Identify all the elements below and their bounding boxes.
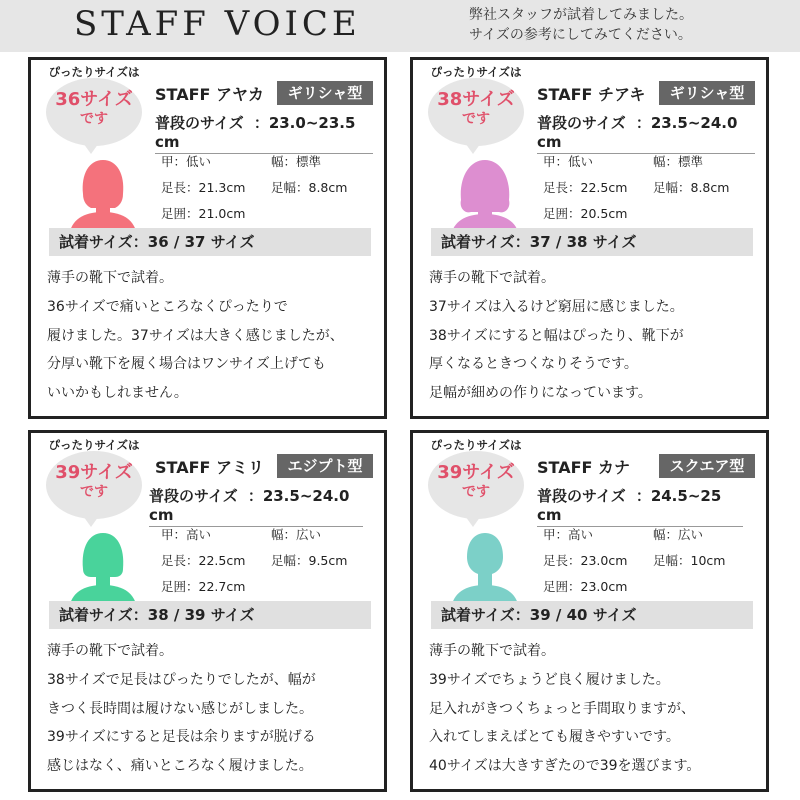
fit-size: 38サイズ	[437, 89, 515, 110]
comment-line: 分厚い靴下を履く場合はワンサイズ上げても	[47, 356, 326, 373]
staff-card-chiaki	[410, 57, 769, 419]
comment-line: 薄手の靴下で試着。	[429, 643, 555, 659]
usual-size-row	[149, 485, 363, 527]
fit-desu: です	[462, 111, 490, 127]
fit-size: 39サイズ	[55, 462, 133, 483]
woman-short-hair-silhouette-icon	[451, 527, 519, 609]
comment-text	[47, 264, 385, 408]
bubble-tail	[463, 513, 483, 527]
comment-line: 薄手の靴下で試着。	[429, 270, 555, 286]
comment-line: 40サイズは大きすぎたので39を選びます。	[429, 758, 701, 775]
tried-size-bar: 試着サイズ：37 / 38 サイズ	[431, 228, 753, 256]
foot-length-value: 足長：21.3cm	[161, 180, 246, 195]
woman-wavy-hair-silhouette-icon	[451, 154, 519, 236]
bubble-tail	[81, 513, 101, 527]
staff-name: STAFF アヤカ	[155, 85, 265, 104]
comment-text	[429, 637, 767, 781]
usual-size-label: 普段のサイズ	[537, 114, 626, 132]
comment-line: きつく長時間は履けない感じがしました。	[47, 700, 313, 717]
foot-girth-value: 足囲：23.0cm	[543, 579, 628, 594]
foot-type-badge: エジプト型	[277, 454, 373, 478]
usual-size-row	[537, 485, 743, 527]
foot-width-value: 足幅：8.8cm	[653, 180, 730, 195]
fit-desu: です	[462, 484, 490, 500]
comment-line: 39サイズでちょうど良く履けました。	[429, 671, 670, 688]
fit-size: 39サイズ	[437, 462, 515, 483]
instep-value: 甲：低い	[161, 154, 212, 169]
staff-card-kana	[410, 430, 769, 792]
comment-line: 足入れがきつくちょっと手間取りますが、	[429, 700, 695, 717]
staff-card-ayaka	[28, 57, 387, 419]
fit-desu: です	[80, 111, 108, 127]
header-note-line: 弊社スタッフが試着してみました。	[469, 7, 693, 23]
foot-girth-value: 足囲：20.5cm	[543, 206, 628, 221]
comment-line: 37サイズは入るけど窮屈に感じました。	[429, 298, 684, 315]
width-value: 幅：広い	[653, 527, 704, 542]
usual-size-value: ：23.0~23.5 cm	[155, 114, 356, 151]
usual-size-row	[155, 112, 373, 154]
staff-name: STAFF チアキ	[537, 85, 646, 104]
comment-line: 38サイズにすると幅はぴったり、靴下が	[429, 327, 684, 344]
comment-line: 足幅が細めの作りになっています。	[429, 385, 652, 402]
foot-width-value: 足幅：10cm	[653, 553, 726, 568]
comment-line: 38サイズで足長はぴったりでしたが、幅が	[47, 671, 316, 688]
usual-size-value: ：23.5~24.0 cm	[537, 114, 738, 151]
comment-line: 感じはなく、痛いところなく履けました。	[47, 758, 313, 775]
fit-label: ぴったりサイズは	[430, 65, 522, 79]
foot-type-badge: ギリシャ型	[659, 81, 755, 105]
bubble-tail	[463, 140, 483, 154]
instep-value: 甲：高い	[543, 527, 594, 542]
comment-line: 薄手の靴下で試着。	[47, 270, 173, 286]
fit-desu: です	[80, 484, 108, 500]
page-title: STAFF VOICE	[74, 4, 361, 44]
fit-size: 36サイズ	[55, 89, 133, 110]
header-note	[469, 5, 693, 45]
instep-value: 甲：低い	[543, 154, 594, 169]
staff-card-amiri	[28, 430, 387, 792]
header-note-line: サイズの参考にしてみてください。	[469, 27, 692, 43]
fit-label: ぴったりサイズは	[48, 438, 140, 452]
foot-length-value: 足長：22.5cm	[543, 180, 628, 195]
bubble-tail	[81, 140, 101, 154]
comment-text	[47, 637, 385, 781]
fit-label: ぴったりサイズは	[48, 65, 140, 79]
tried-size-bar: 試着サイズ：39 / 40 サイズ	[431, 601, 753, 629]
foot-length-value: 足長：23.0cm	[543, 553, 628, 568]
usual-size-row	[537, 112, 755, 154]
staff-name: STAFF アミリ	[155, 458, 265, 477]
usual-size-label: 普段のサイズ	[149, 487, 238, 505]
comment-line: 履けました。37サイズは大きく感じましたが、	[47, 327, 344, 344]
width-value: 幅：広い	[271, 527, 322, 542]
foot-width-value: 足幅：8.8cm	[271, 180, 348, 195]
foot-girth-value: 足囲：22.7cm	[161, 579, 246, 594]
comment-line: 39サイズにすると足長は余りますが脱げる	[47, 729, 316, 746]
width-value: 幅：標準	[653, 154, 704, 169]
foot-type-badge: スクエア型	[659, 454, 755, 478]
tried-size-bar: 試着サイズ：38 / 39 サイズ	[49, 601, 371, 629]
foot-type-badge: ギリシャ型	[277, 81, 373, 105]
usual-size-value: ：23.5~24.0 cm	[149, 487, 350, 524]
comment-line: 厚くなるときつくなりそうです。	[429, 356, 638, 373]
instep-value: 甲：高い	[161, 527, 212, 542]
comment-line: 36サイズで痛いところなくぴったりで	[47, 298, 288, 315]
usual-size-value: ：24.5~25 cm	[537, 487, 722, 524]
woman-long-hair-silhouette-icon	[69, 154, 137, 236]
header-bar	[0, 0, 800, 52]
tried-size-bar: 試着サイズ：36 / 37 サイズ	[49, 228, 371, 256]
width-value: 幅：標準	[271, 154, 322, 169]
comment-line: いいかもしれません。	[47, 385, 188, 402]
comment-line: 薄手の靴下で試着。	[47, 643, 173, 659]
foot-width-value: 足幅：9.5cm	[271, 553, 348, 568]
fit-label: ぴったりサイズは	[430, 438, 522, 452]
foot-girth-value: 足囲：21.0cm	[161, 206, 246, 221]
foot-length-value: 足長：22.5cm	[161, 553, 246, 568]
usual-size-label: 普段のサイズ	[537, 487, 626, 505]
comment-text	[429, 264, 767, 408]
comment-line: 入れてしまえばとても履きやすいです。	[429, 729, 680, 746]
staff-name: STAFF カナ	[537, 458, 631, 477]
woman-bob-hair-silhouette-icon	[69, 527, 137, 609]
usual-size-label: 普段のサイズ	[155, 114, 244, 132]
